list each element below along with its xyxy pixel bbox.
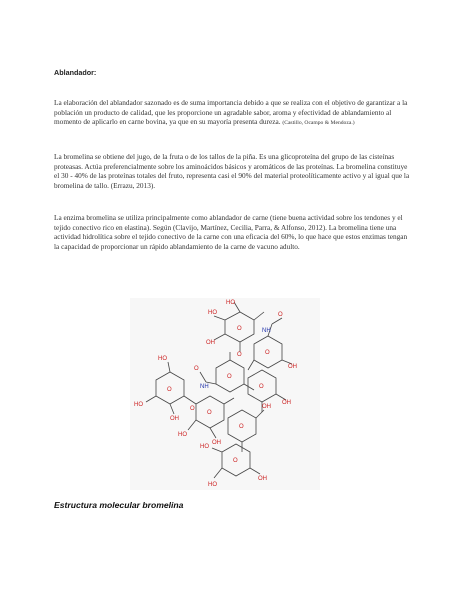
atom-label-o: O — [194, 366, 199, 372]
section-heading: Ablandador: — [54, 68, 97, 77]
paragraph-1-citation: (Castillo, Ocampo & Mendoza.) — [282, 120, 355, 127]
nitrogen-labels — [200, 328, 271, 390]
atom-label-oh: OH — [262, 404, 271, 410]
atom-label-oh: OH — [212, 440, 221, 446]
atom-label-o: O — [227, 374, 232, 380]
atom-label-nh: NH — [200, 384, 209, 390]
atom-label-ho: HO — [178, 432, 187, 438]
paragraph-1 — [54, 98, 414, 129]
atom-label-o: O — [190, 406, 195, 412]
atom-label-oh: OH — [282, 400, 291, 406]
atom-label-oh: OH — [288, 364, 297, 370]
atom-label-o: O — [207, 410, 212, 416]
atom-label-nh: NH — [262, 328, 271, 334]
atom-label-o: O — [265, 350, 270, 356]
figure-caption: Estructura molecular bromelina — [54, 500, 184, 510]
atom-label-ho: HO — [134, 402, 143, 408]
atom-label-ho: HO — [208, 482, 217, 488]
atom-label-ho: HO — [158, 356, 167, 362]
atom-label-oh: OH — [170, 416, 179, 422]
atom-label-o: O — [259, 384, 264, 390]
atom-labels — [134, 300, 297, 488]
atom-label-o: O — [233, 458, 238, 464]
atom-label-o: O — [237, 352, 242, 358]
atom-label-o: O — [237, 326, 242, 332]
atom-label-o: O — [167, 387, 172, 393]
molecular-structure-diagram — [130, 298, 320, 490]
atom-label-ho: HO — [208, 310, 217, 316]
atom-label-oh: OH — [258, 476, 267, 482]
atom-label-ho: HO — [226, 300, 235, 306]
atom-label-oh: OH — [206, 340, 215, 346]
paragraph-2: La bromelina se obtiene del jugo, de la fruta o de los tallos de la piña. Es una glicoproteína del grupo de las cisteínas proteasas. Actúa preferencialmente sobre los aminoácidos básicos y aromáticos de las proteínas. La bromelina constituye el 30 - 40% de las proteínas totales del fruto, representa casi el 90% del material proteolíticamente activo y al igual que la bromelina de tallo. (Errazu, 2013). — [54, 152, 410, 190]
paragraph-3: La enzima bromelina se utiliza principalmente como ablandador de carne (tiene buena actividad sobre los tendones y el tejido conectivo rico en elastina). Según (Clavijo, Martínez, Cecilia, Parra, & Alfonso, 2012). La bromelina tiene una actividad hidrolítica sobre el tejido conectivo de la carne con una eficacia del 60%, lo que hace que estos enzimas tengan la capacidad de proporcionar un rápido ablandamiento de la carne de vacuno adulto. — [54, 213, 408, 251]
atom-label-ho: HO — [200, 444, 209, 450]
paragraph-1-text: La elaboración del ablandador sazonado es de suma importancia debido a que se realiza con el objetivo de garantizar a la población un producto de calidad, que les proporcione un agradable sabor, aroma y efectividad de ablandamiento al momento de aplicarlo en carne bovina, ya que en su mayoría presenta dureza. — [54, 98, 408, 127]
atom-label-o: O — [239, 424, 244, 430]
molecular-structure-figure — [130, 298, 320, 490]
atom-label-o: O — [278, 312, 283, 318]
